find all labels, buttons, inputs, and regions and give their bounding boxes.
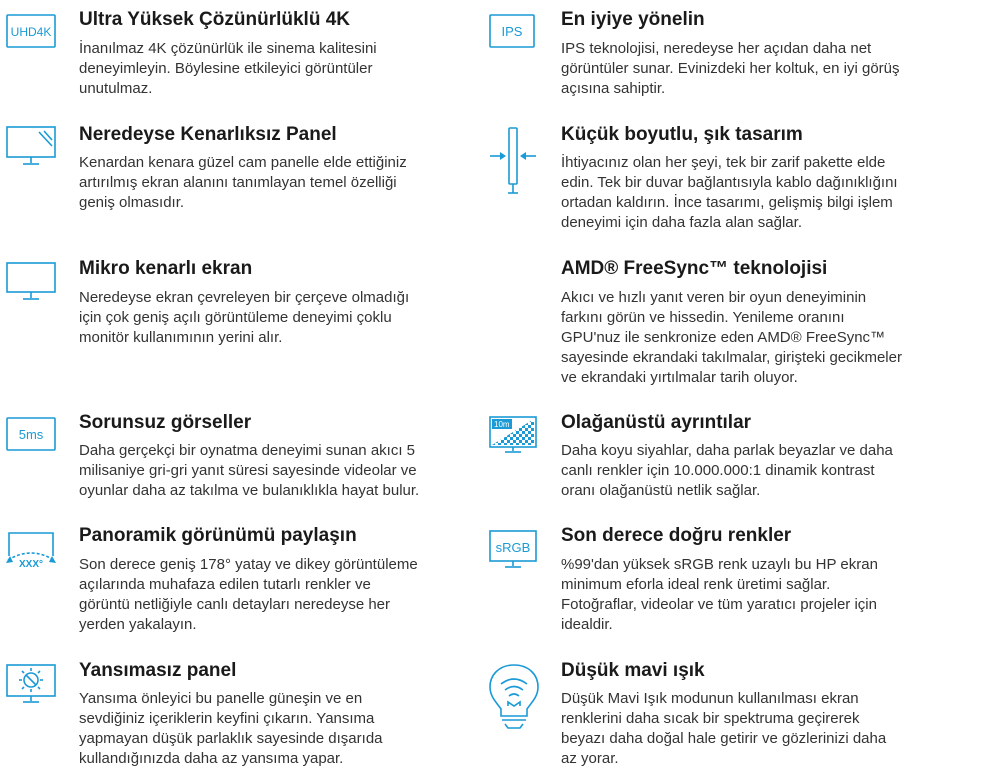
srgb-icon [489, 530, 537, 570]
feature-title: Neredeyse Kenarlıksız Panel [79, 124, 337, 145]
feature-description: İhtiyacınız olan her şeyi, tek bir zarif pakette elde edin. Tek bir duvar bağlantısıyla kablo dağınıklığını ortadan kaldırın. İnce tasarımı, gelişmiş bilgi işlem deneyimi için daha fazla alan sağlar. [561, 154, 898, 231]
feature-title: Düşük mavi ışık [561, 660, 705, 681]
feature-description: Düşük Mavi Işık modunun kullanılması ekran renklerini daha sıcak bir spektruma geçirerek beyazı daha doğal hale getirir ve gözlerinizi daha az yorar. [561, 690, 887, 767]
feature-description: Akıcı ve hızlı yanıt veren bir oyun deneyiminin farkını görün ve hissedin. Yenileme oranını GPU'nuz ile senkronize eden AMD® FreeSync™ sayesinde ekrandaki takılmalar, girişteki gecikmeler ve ekrandaki yırtılmalar tarih oluyor. [561, 289, 902, 386]
feature-description: Daha koyu siyahlar, daha parlak beyazlar ve daha canlı renkler için 10.000.000:1 dinamik kontrast oranı olağanüstü netlik sağlar. [561, 442, 893, 499]
feature-description: IPS teknolojisi, neredeyse her açıdan daha net görüntüler sunar. Evinizdeki her koltuk, en iyi görüş açısına sahiptir. [561, 40, 900, 97]
feature-description: Daha gerçekçi bir oynatma deneyimi sunan akıcı 5 milisaniye gri-gri yanıt süresi sayesinde videolar ve oyunlar daha az takılma ve bulanıklıkla hayat bulur. [79, 442, 420, 499]
slim-design-icon [488, 127, 540, 197]
feature-description: Yansıma önleyici bu panelle güneşin ve en sevdiğiniz içeriklerin keyfini çıkarın. Yansıma yapmayan düşük parlaklık sayesinde dışarıda kullandığınızda daha az yansıma yapar. [79, 690, 383, 767]
feature-description: Son derece geniş 178° yatay ve dikey görüntüleme açılarında muhafaza edilen tutarlı renkler ve görüntü netliğiyle canlı detayları neredeyse her yerden yakalayın. [79, 556, 418, 633]
svg-text:IPS: IPS [501, 24, 523, 39]
feature-title: Ultra Yüksek Çözünürlüklü 4K [79, 9, 350, 30]
feature-title: Yansımasız panel [79, 660, 237, 681]
contrast-ratio-icon [489, 416, 537, 454]
feature-description: Neredeyse ekran çevreleyen bir çerçeve olmadığı için çok geniş açılı görüntüleme deneyimi çoklu monitör kullanımının yerini alır. [79, 289, 410, 346]
micro-edge-monitor-icon [6, 262, 56, 302]
feature-description: İnanılmaz 4K çözünürlük ile sinema kalitesini deneyimleyin. Böylesine etkileyici görüntüler unutulmaz. [79, 40, 377, 97]
feature-title: Panoramik görünümü paylaşın [79, 525, 357, 546]
feature-title: Olağanüstü ayrıntılar [561, 412, 752, 433]
svg-text:XXX°: XXX° [18, 559, 44, 570]
feature-title: AMD® FreeSync™ teknolojisi [561, 258, 828, 279]
viewing-angle-icon [4, 530, 58, 574]
svg-text:10m: 10m [494, 420, 510, 429]
low-blue-light-icon [486, 662, 542, 732]
feature-description: Kenardan kenara güzel cam panelle elde ettiğiniz artırılmış ekran alanını tanımlayan temel özelliği geniş olmasıdır. [79, 154, 407, 211]
uhd-4k-icon [6, 14, 56, 48]
feature-title: Mikro kenarlı ekran [79, 258, 253, 279]
ips-icon [489, 14, 535, 48]
svg-text:sRGB: sRGB [495, 540, 531, 555]
anti-glare-icon [6, 664, 56, 706]
response-time-icon [6, 417, 56, 451]
feature-title: Sorunsuz görseller [79, 412, 252, 433]
feature-title: Son derece doğru renkler [561, 525, 792, 546]
feature-description: %99'dan yüksek sRGB renk uzaylı bu HP ekran minimum eforla ideal renk üretimi sağlar. Fotoğraflar, videolar ve tüm yaratıcı projeler için idealdir. [561, 556, 878, 633]
feature-title: Küçük boyutlu, şık tasarım [561, 124, 803, 145]
svg-text:UHD4K: UHD4K [10, 25, 52, 39]
svg-text:5ms: 5ms [18, 427, 44, 442]
feature-title: En iyiye yönelin [561, 9, 705, 30]
borderless-monitor-icon [6, 126, 56, 168]
